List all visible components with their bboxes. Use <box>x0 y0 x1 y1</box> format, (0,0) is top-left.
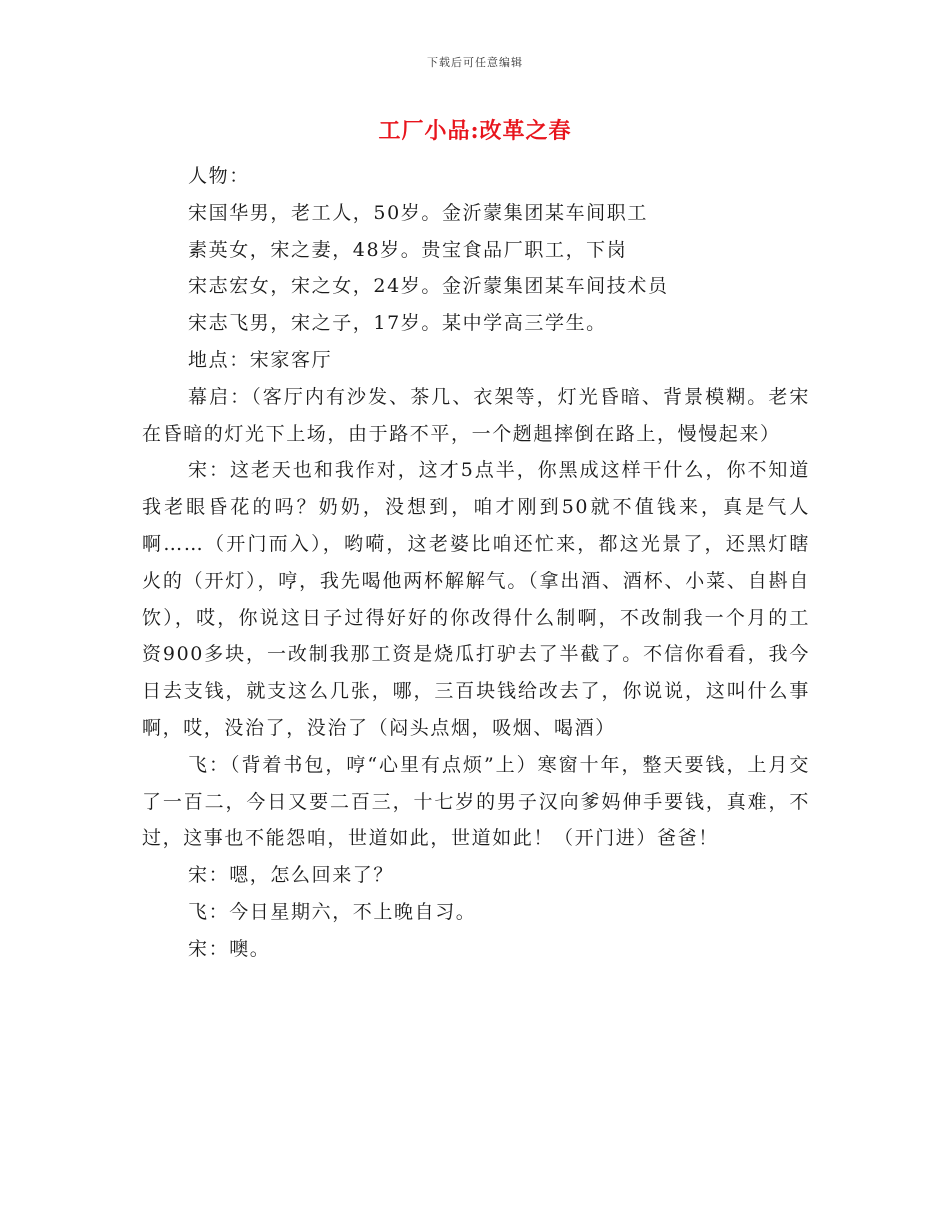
paragraph-dialogue-fei-1: 飞：今日星期六，不上晚自习。 <box>188 900 477 923</box>
paragraph-dialogue-song-2: 宋：噢。 <box>188 937 271 960</box>
paragraph-song-monologue: 宋：这老天也和我作对，这才5点半，你黑成这样干什么，你不知道我老眼昏花的吗？奶奶，没想到，咱才刚到50就不值钱来，真是气人啊……（开门而入），哟嗬，这老婆比咱还忙来，都这光景了，还黑灯瞎火的（开灯），哼，我先喝他两杯解解气。（拿出酒、酒杯、小菜、自斟自饮），哎，你说这日子过得好好的你改得什么制啊，不改制我一个月的工资900多块，一改制我那工资是烧瓜打驴去了半截了。不信你看看，我今日去支钱，就支这么几张，哪，三百块钱给改去了，你说说，这叫什么事啊，哎，没治了，没治了（闷头点烟，吸烟、喝酒） <box>142 459 810 739</box>
paragraph-characters-heading: 人物： <box>188 165 250 187</box>
paragraph-location: 地点：宋家客厅 <box>188 348 333 371</box>
header-note: 下载后可任意编辑 <box>427 56 523 69</box>
paragraph-character-song-guohua: 宋国华男，老工人，50岁。金沂蒙集团某车间职工 <box>188 201 648 224</box>
paragraph-curtain-opens: 幕启：（客厅内有沙发、茶几、衣架等，灯光昏暗、背景模糊。老宋在昏暗的灯光下上场，由于路不平，一个趔趄摔倒在路上，慢慢起来） <box>142 385 810 445</box>
paragraph-character-suying: 素英女，宋之妻，48岁。贵宝食品厂职工，下岗 <box>188 238 628 261</box>
paragraph-character-song-zhifei: 宋志飞男，宋之子，17岁。某中学高三学生。 <box>188 312 607 335</box>
paragraph-dialogue-song-1: 宋：嗯，怎么回来了？ <box>188 864 395 887</box>
paragraph-character-song-zhihong: 宋志宏女，宋之女，24岁。金沂蒙集团某车间技术员 <box>188 275 669 298</box>
document-body <box>142 158 810 968</box>
paragraph-fei-entrance: 飞：（背着书包，哼“心里有点烦”上）寒窗十年，整天要钱，上月交了一百二，今日又要二百三，十七岁的男子汉向爹妈伸手要钱，真难，不过，这事也不能怨咱，世道如此，世道如此！（开门进）爸爸！ <box>142 753 810 850</box>
document-title: 工厂小品:改革之春 <box>378 118 572 144</box>
